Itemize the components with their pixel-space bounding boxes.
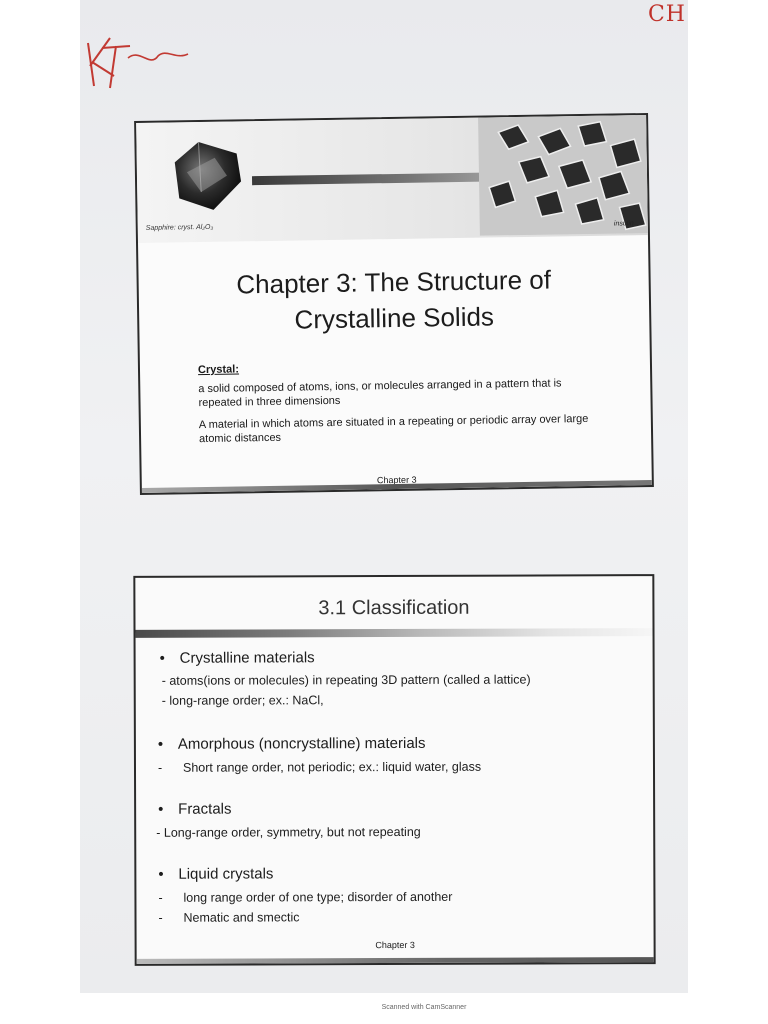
bullet-item [158,865,273,882]
insulin-caption: insulin [613,220,634,228]
crystal-definition-1: a solid composed of atoms, ions, or molecules arranged in a pattern that is repeated in three dimensions [198,377,562,410]
sub-item: - Long-range order, symmetry, but not repeating [156,824,421,840]
bullet-icon: • [157,735,164,753]
bullet-item [160,649,315,667]
slide-classification [133,574,655,966]
title-line-1: Chapter 3: The Structure of [236,264,552,300]
title-accent-bar [252,173,482,186]
sapphire-crystal-image [156,131,247,222]
bullet-label: Crystalline materials [179,649,315,667]
slide-chapter-title [134,113,654,495]
crystal-definition-2: A material in which atoms are situated in a repeating or periodic array over large atomic distances [198,412,589,446]
scanner-watermark: Scanned with CamScanner [381,1004,467,1011]
title-accent-bar [136,628,653,638]
bullet-icon: • [158,800,164,818]
slide-title: 3.1 Classification [318,596,470,620]
crystal-heading: Crystal: [197,363,240,377]
bullet-item [158,735,426,753]
slide-title [138,260,649,340]
bullet-item [158,801,231,818]
handwritten-signature [80,18,200,98]
sub-item: - long range order of one type; disorder of another [158,889,453,905]
sapphire-caption: Sapphire: cryst. Al₂O₃ [145,223,214,232]
sub-item: - long-range order; ex.: NaCl, [161,693,324,708]
bullet-label: Fractals [178,800,232,818]
bullet-label: Liquid crystals [178,865,274,883]
title-line-2: Crystalline Solids [294,301,495,335]
sub-item: - Nematic and smectic [158,910,300,925]
footer-bar [137,957,654,964]
bullet-icon: • [159,649,165,667]
slide-footer: Chapter 3 [376,474,417,486]
margin-note: CH [647,2,686,27]
insulin-crystals-image [478,115,648,236]
slide-header-banner [136,115,648,243]
sub-item: - Short range order, not periodic; ex.: liquid water, glass [157,759,482,775]
bullet-label: Amorphous (noncrystalline) materials [177,734,426,753]
bullet-icon: • [158,865,164,883]
sub-item: - atoms(ions or molecules) in repeating 3D pattern (called a lattice) [161,672,531,688]
slide-footer: Chapter 3 [375,939,415,951]
